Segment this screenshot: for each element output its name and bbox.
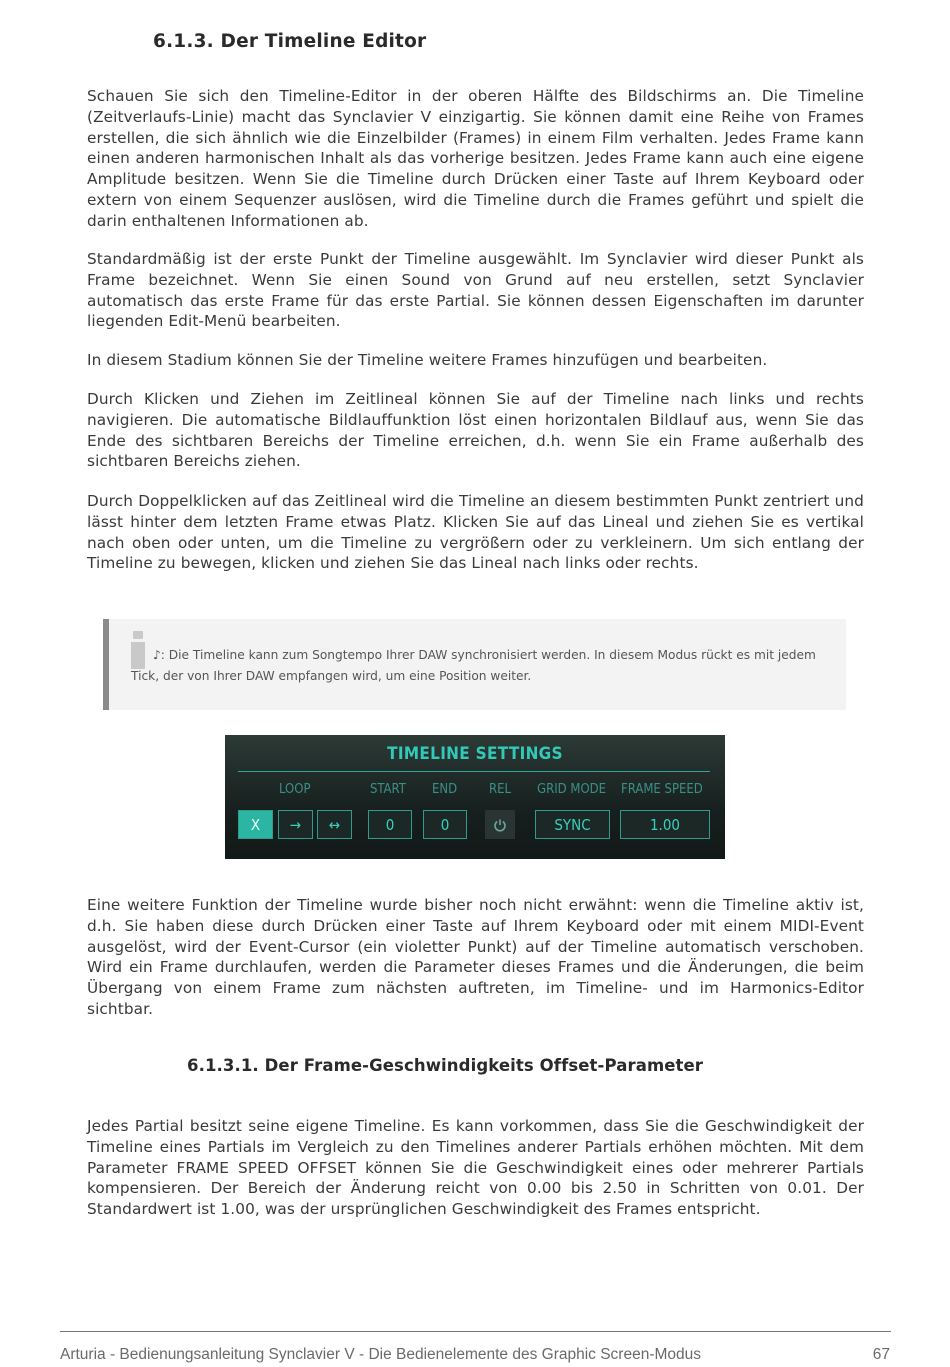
rel-toggle[interactable] bbox=[485, 810, 515, 839]
end-field[interactable]: 0 bbox=[423, 810, 467, 839]
loop-label: LOOP bbox=[279, 782, 311, 797]
note-text: ♪: Die Timeline kann zum Songtempo Ihrer DAW synchronisiert werden. In diesem Modus rückt es mit jedem Tick, der von Ihrer DAW empfangen wird, um eine Position weiter. bbox=[131, 648, 816, 683]
section-title: 6.1.3. Der Timeline Editor bbox=[153, 31, 427, 52]
paragraph: In diesem Stadium können Sie der Timeline weitere Frames hinzufügen und bearbeiten. bbox=[87, 351, 768, 369]
paragraph: Durch Klicken und Ziehen im Zeitlineal können Sie auf der Timeline nach links und rechts navigieren. Die automatische Bildlauffunktion löst einen horizontalen Bildlauf aus, wenn Sie das Ende des sichtbaren Bereichs der Timeline erreichen, d.h. wenn Sie ein Frame außerhalb des sichtbaren Bereichs ziehen. bbox=[87, 390, 864, 471]
paragraph: Standardmäßig ist der erste Punkt der Timeline ausgewählt. Im Synclavier wird dieser Punkt als Frame bezeichnet. Wenn Sie einen Sound von Grund auf neu erstellen, setzt Synclavier automatisch das erste Frame für das erste Partial. Sie können dessen Eigenschaften im darunter liegenden Edit-Menü bearbeiten. bbox=[87, 250, 864, 331]
footer-text: Arturia - Bedienungsanleitung Synclavier V - Die Bedienelemente des Graphic Screen-Modus bbox=[60, 1346, 702, 1363]
info-note bbox=[103, 619, 846, 710]
paragraph: Eine weitere Funktion der Timeline wurde bisher noch nicht erwähnt: wenn die Timeline aktiv ist, d.h. Sie haben diese durch Drücken einer Taste auf Ihrem Keyboard oder mit einem MIDI-Event ausgelöst, wird der Event-Cursor (ein violetter Punkt) auf der Timeline automatisch verschoben. Wird ein Frame durchlaufen, werden die Parameter dieses Frames und die Änderungen, die beim Übergang von einem Frame zum nächsten auftreten, im Timeline- und im Harmonics-Editor sichtbar. bbox=[87, 896, 864, 1018]
subsection-title: 6.1.3.1. Der Frame-Geschwindigkeits Offset-Parameter bbox=[187, 1056, 704, 1075]
loop-pingpong-button[interactable]: ↔ bbox=[317, 810, 352, 839]
grid-mode-select[interactable]: SYNC bbox=[535, 810, 610, 839]
paragraph: Durch Doppelklicken auf das Zeitlineal wird die Timeline an diesem bestimmten Punkt zentriert und lässt hinter dem letzten Frame etwas Platz. Klicken Sie auf das Lineal und ziehen Sie es vertikal nach oben oder unten, um die Timeline zu vergrößern oder zu verkleinern. Um sich entlang der Timeline zu bewegen, klicken und ziehen Sie das Lineal nach links oder rechts. bbox=[87, 492, 864, 573]
loop-forward-button[interactable]: → bbox=[278, 810, 313, 839]
grid-mode-label: GRID MODE bbox=[537, 782, 607, 797]
paragraph: Schauen Sie sich den Timeline-Editor in der oberen Hälfte des Bildschirms an. Die Timeline (Zeitverlaufs-Linie) macht das Synclavier V einzigartig. Sie können damit eine Reihe von Frames erstellen, die sich ähnlich wie die Einzelbilder (Frames) in einem Film verhalten. Jedes Frame kann einen anderen harmonischen Inhalt als das vorherige besitzen. Jedes Frame kann auch eine eigene Amplitude besitzen. Wenn Sie die Timeline durch Drücken einer Taste auf Ihrem Keyboard oder extern von einem Sequenzer auslösen, wird die Timeline durch die Frames geführt und spielt die darin enthaltenen Informationen ab. bbox=[87, 87, 864, 230]
start-label: START bbox=[370, 782, 406, 797]
page-number: 67 bbox=[872, 1346, 890, 1363]
frame-speed-label: FRAME SPEED bbox=[621, 782, 703, 797]
end-label: END bbox=[432, 782, 458, 797]
divider bbox=[238, 771, 710, 772]
panel-title: TIMELINE SETTINGS bbox=[387, 744, 563, 764]
rel-label: REL bbox=[489, 782, 512, 797]
frame-speed-field[interactable]: 1.00 bbox=[620, 810, 710, 839]
power-icon bbox=[493, 818, 507, 832]
timeline-settings-panel bbox=[225, 735, 725, 859]
paragraph: Jedes Partial besitzt seine eigene Timeline. Es kann vorkommen, dass Sie die Geschwindigkeit der Timeline eines Partials im Vergleich zu den Timelines anderer Partials erhöhen möchten. Mit dem Parameter FRAME SPEED OFFSET können Sie die Geschwindigkeit eines oder mehrerer Partials kompensieren. Der Bereich der Änderung reicht von 0.00 bis 2.50 in Schritten von 0.01. Der Standardwert ist 1.00, was der ursprünglichen Geschwindigkeit des Frames entspricht. bbox=[87, 1117, 864, 1219]
footer-divider bbox=[60, 1331, 891, 1332]
start-field[interactable]: 0 bbox=[368, 810, 412, 839]
loop-off-button[interactable]: X bbox=[238, 810, 273, 839]
